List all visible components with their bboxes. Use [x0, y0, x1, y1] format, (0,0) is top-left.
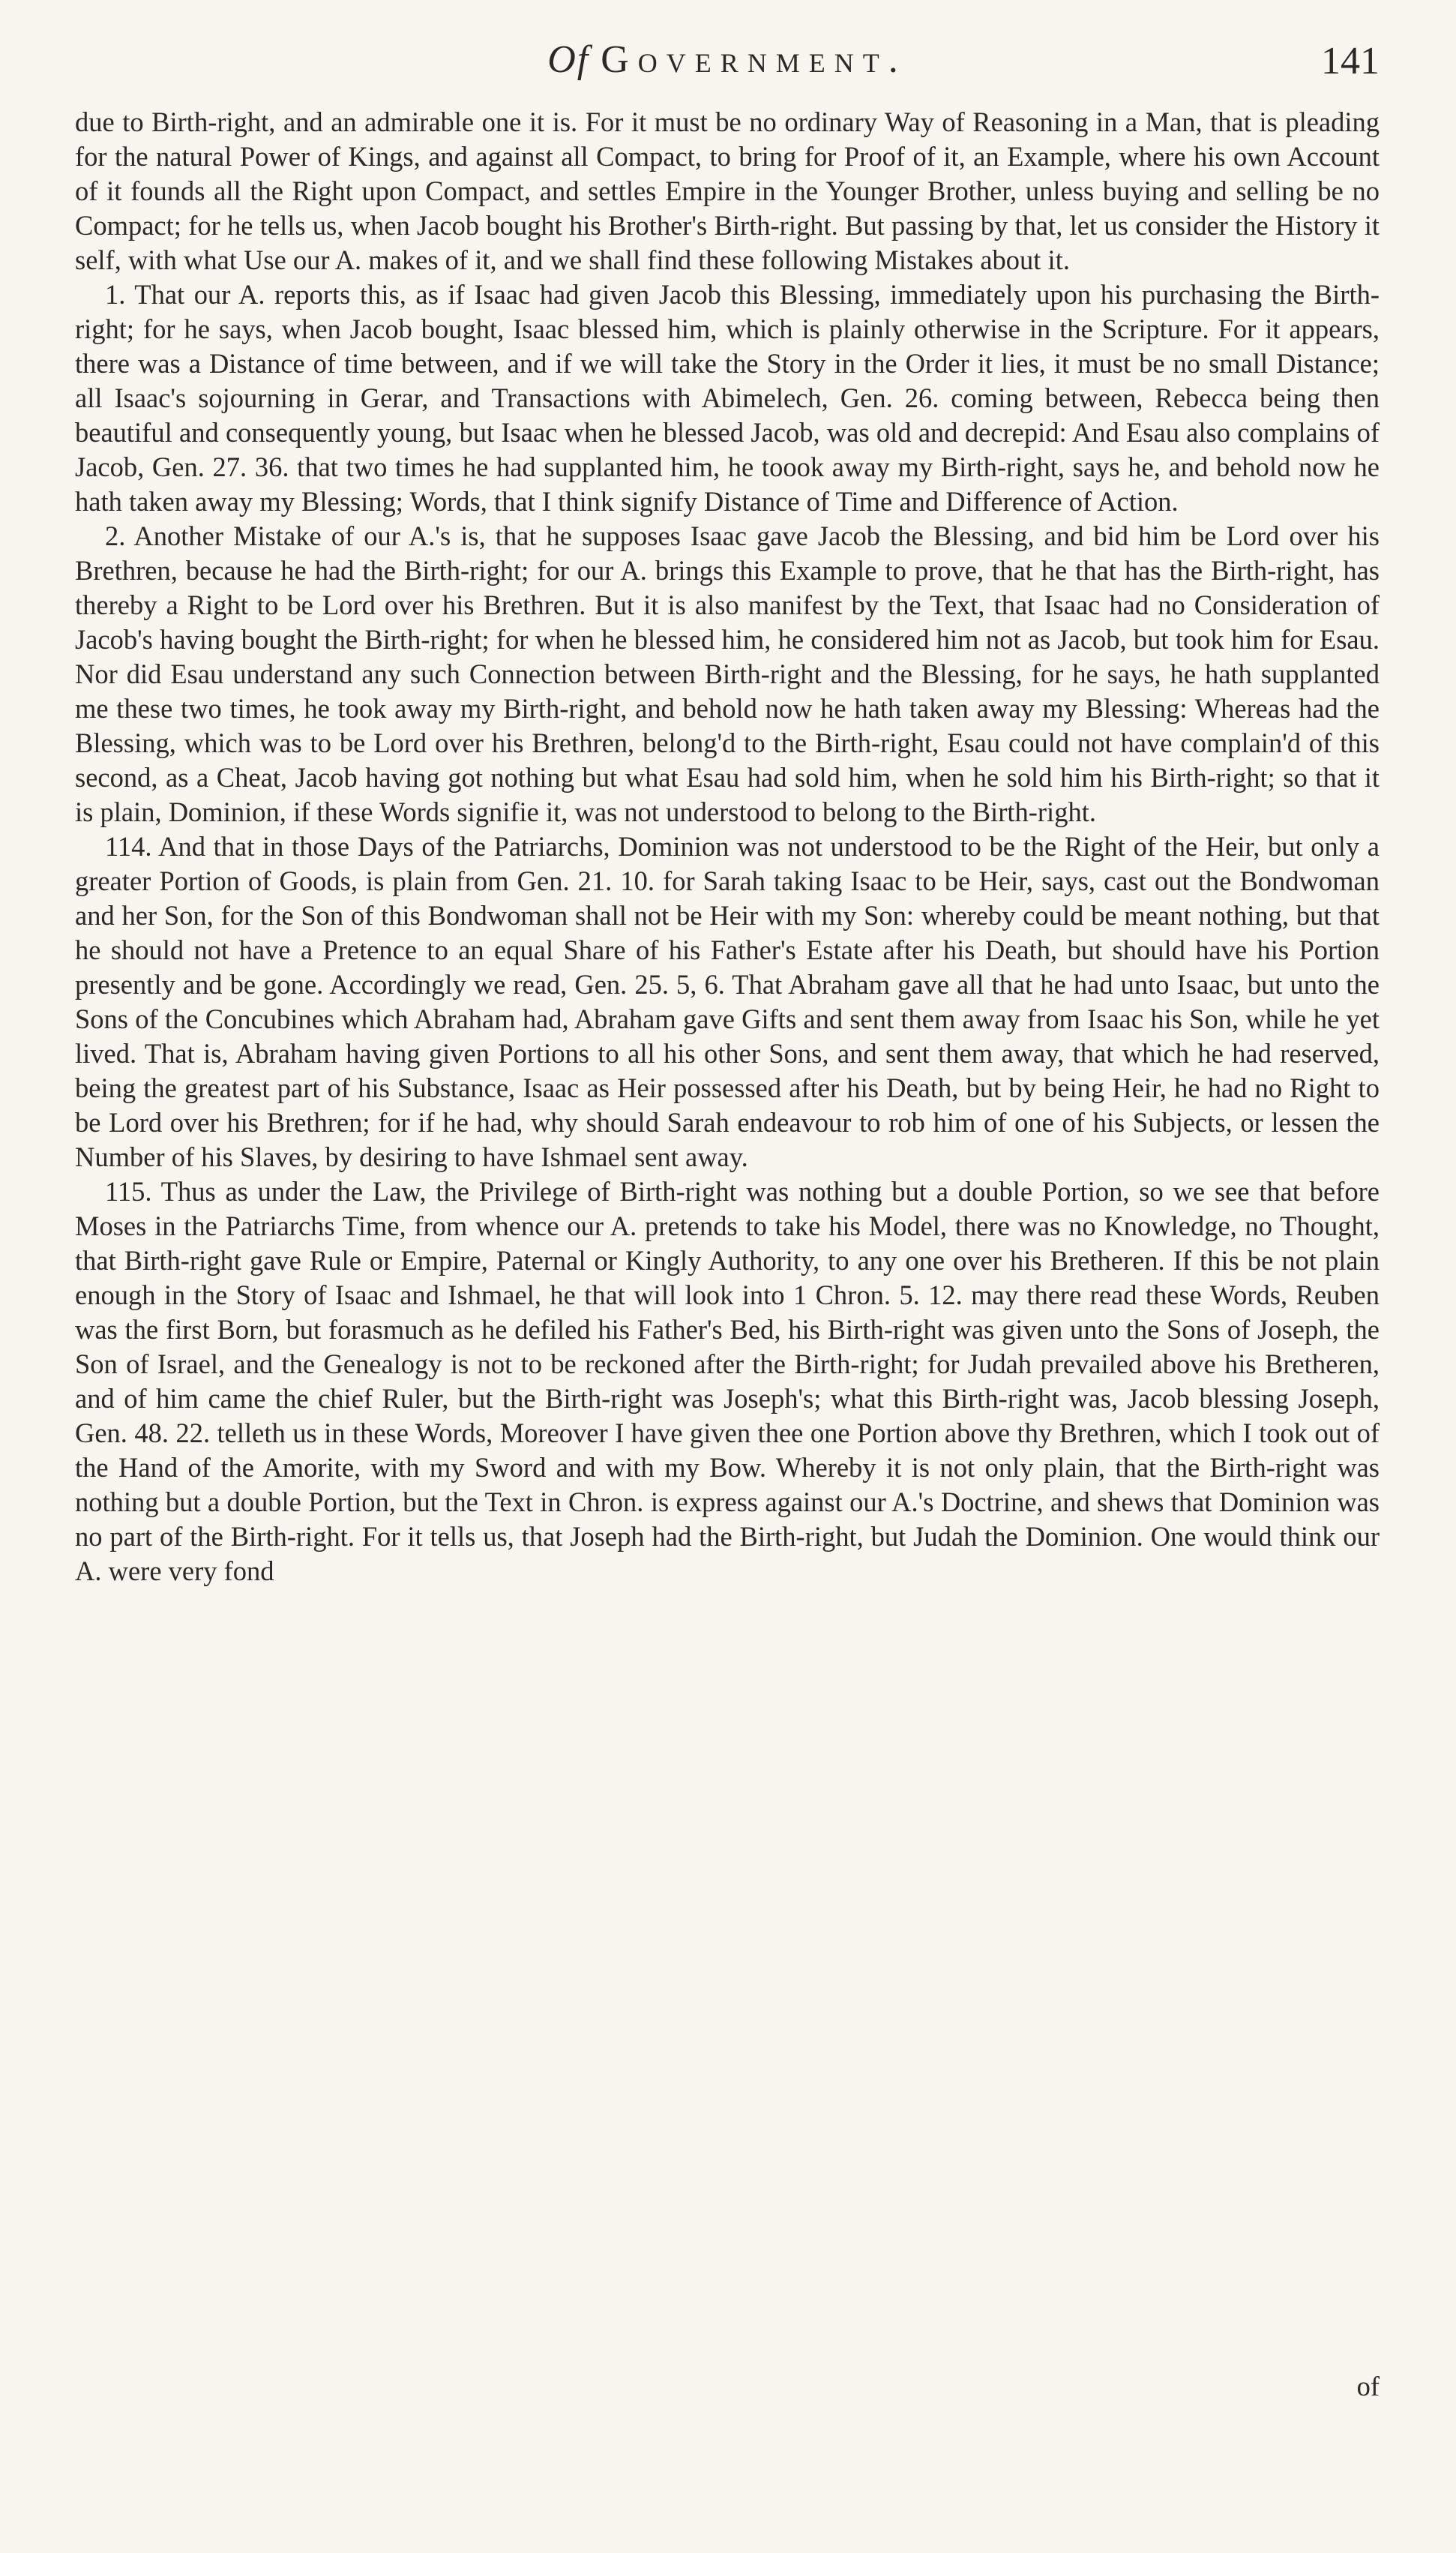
- running-head-title: Government.: [601, 38, 907, 81]
- page-header: [75, 38, 1380, 98]
- catchword: of: [1356, 2371, 1380, 2402]
- running-head: [75, 38, 1380, 82]
- paragraph-mistake-1: 1. That our A. reports this, as if Isaac had given Jacob this Blessing, immediately upon his purchasing the Birth-right; for he says, when Jacob bought, Isaac blessed him, which is plainly otherwise in the Scripture. For it appears, there was a Distance of time between, and if we will take the Story in the Order it lies, it must be no small Distance; all Isaac's sojourning in Gerar, and Transactions with Abimelech, Gen. 26. coming between, Rebecca being then beautiful and consequently young, but Isaac when he blessed Jacob, was old and decrepid: And Esau also complains of Jacob, Gen. 27. 36. that two times he had supplanted him, he toook away my Birth-right, says he, and behold now he hath taken away my Blessing; Words, that I think signify Distance of Time and Difference of Action.: [75, 279, 1380, 517]
- body-text: [75, 105, 1380, 1588]
- paragraph-114: 114. And that in those Days of the Patriarchs, Dominion was not understood to be the Right of the Heir, but only a greater Portion of Goods, is plain from Gen. 21. 10. for Sarah taking Isaac to be Heir, says, cast out the Bondwoman and her Son, for the Son of this Bondwoman shall not be Heir with my Son: whereby could be meant nothing, but that he should not have a Pretence to an equal Share of his Father's Estate after his Death, but should have his Portion presently and be gone. Accordingly we read, Gen. 25. 5, 6. That Abraham gave all that he had unto Isaac, but unto the Sons of the Concubines which Abraham had, Abraham gave Gifts and sent them away from Isaac his Son, while he yet lived. That is, Abraham having given Portions to all his other Sons, and sent them away, that which he had reserved, being the greatest part of his Substance, Isaac as Heir possessed after his Death, but by being Heir, he had no Right to be Lord over his Brethren; for if he had, why should Sarah endeavour to rob him of one of his Subjects, or lessen the Number of his Slaves, by desiring to have Ishmael sent away.: [75, 831, 1380, 1172]
- paragraph-115: 115. Thus as under the Law, the Privilege of Birth-right was nothing but a double Portion, so we see that before Moses in the Patriarchs Time, from whence our A. pretends to take his Model, there was no Knowledge, no Thought, that Birth-right gave Rule or Empire, Paternal or Kingly Authority, to any one over his Bretheren. If this be not plain enough in the Story of Isaac and Ishmael, he that will look into 1 Chron. 5. 12. may there read these Words, Reuben was the first Born, but forasmuch as he defiled his Father's Bed, his Birth-right was given unto the Sons of Joseph, the Son of Israel, and the Genealogy is not to be reckoned after the Birth-right; for Judah prevailed above his Bretheren, and of him came the chief Ruler, but the Birth-right was Joseph's; what this Birth-right was, Jacob blessing Joseph, Gen. 48. 22. telleth us in these Words, Moreover I have given thee one Portion above thy Brethren, which I took out of the Hand of the Amorite, with my Sword and with my Bow. Whereby it is not only plain, that the Birth-right was nothing but a double Portion, but the Text in Chron. is express against our A.'s Doctrine, and shews that Dominion was no part of the Birth-right. For it tells us, that Joseph had the Birth-right, but Judah the Dominion. One would think our A. were very fond: [75, 1176, 1380, 1586]
- running-head-prefix: Of: [547, 38, 601, 81]
- page-number: 141: [1321, 40, 1380, 82]
- paragraph-mistake-2: 2. Another Mistake of our A.'s is, that he supposes Isaac gave Jacob the Blessing, and bid him be Lord over his Brethren, because he had the Birth-right; for our A. brings this Example to prove, that he that has the Birth-right, has thereby a Right to be Lord over his Brethren. But it is also manifest by the Text, that Isaac had no Consideration of Jacob's having bought the Birth-right; for when he blessed him, he considered him not as Jacob, but took him for Esau. Nor did Esau understand any such Connection between Birth-right and the Blessing, for he says, he hath supplanted me these two times, he took away my Birth-right, and behold now he hath taken away my Blessing: Whereas had the Blessing, which was to be Lord over his Brethren, belong'd to the Birth-right, Esau could not have complain'd of this second, as a Cheat, Jacob having got nothing but what Esau had sold him, when he sold him his Birth-right; so that it is plain, Dominion, if these Words signifie it, was not understood to belong to the Birth-right.: [75, 520, 1380, 827]
- paragraph-continuation: due to Birth-right, and an admirable one it is. For it must be no ordinary Way of Reasoning in a Man, that is pleading for the natural Power of Kings, and against all Compact, to bring for Proof of it, an Example, where his own Account of it founds all the Right upon Compact, and settles Empire in the Younger Brother, unless buying and selling be no Compact; for he tells us, when Jacob bought his Brother's Birth-right. But passing by that, let us consider the History it self, with what Use our A. makes of it, and we shall find these following Mistakes about it.: [75, 106, 1380, 275]
